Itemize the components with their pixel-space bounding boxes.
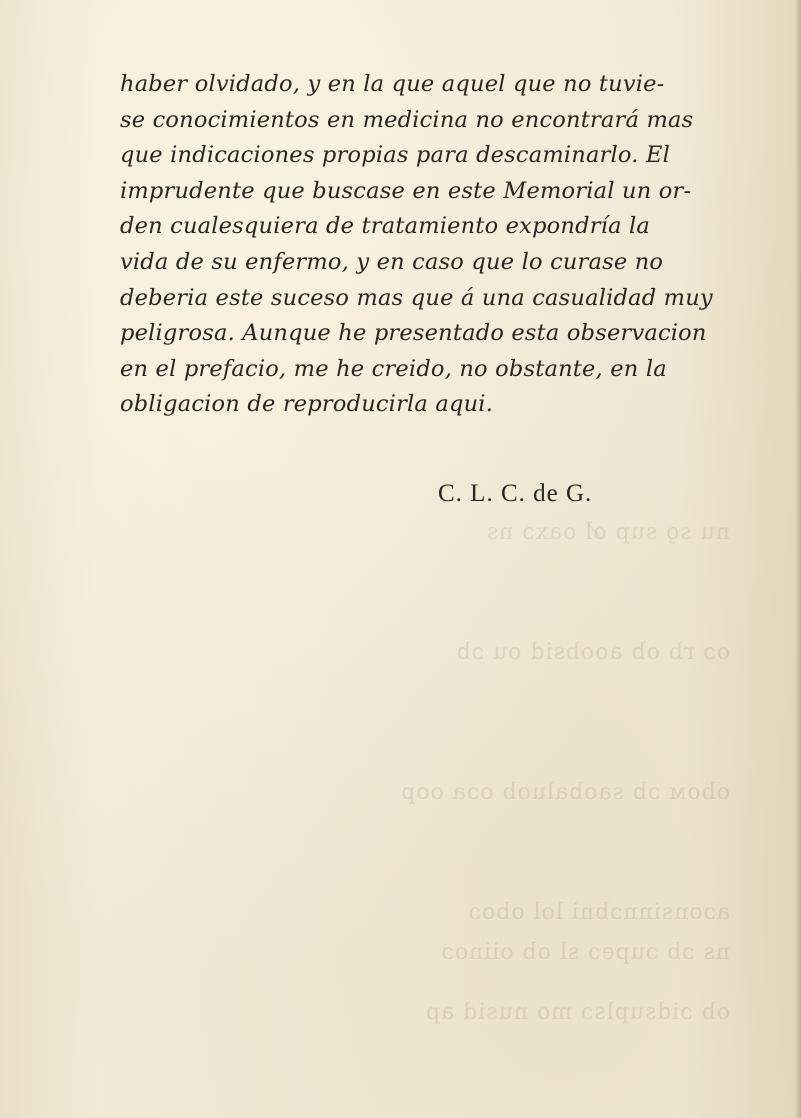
text-line: vida de su enfermo, y en caso que lo curase no [120, 248, 664, 275]
text-line: en el prefacio, me he creido, no obstante, en la [120, 355, 667, 382]
bleed-through-line: aɔonsinnɔbni lol oboɔ [467, 900, 730, 925]
bleed-through-line: ob ɔidsuplsɔ mo nusid ap [425, 1000, 730, 1025]
bleed-through-line: nu so̧ sup ol̸ oaxɔ ns [485, 520, 730, 545]
text-line: que indicaciones propias para descaminarlo. El [120, 142, 671, 169]
page-edge-shadow [795, 0, 801, 1118]
text-line: haber olvidado, y en la que aquel que no tuvie- [120, 71, 665, 97]
author-signature: C. L. C. de G. [438, 480, 593, 507]
text-line: imprudente que buscase en este Memorial un or- [120, 177, 692, 204]
bleed-through-line: oɔ rb ob aoobsid ou ɔb [455, 640, 730, 665]
bleed-through-line: ns ɔb ɔupeɔ sl ob oiinoɔ [440, 940, 730, 965]
bleed-through-line: oboм ɔb saobaluob oɔa oop [400, 780, 730, 805]
body-text [120, 67, 750, 423]
text-line: peligrosa. Aunque he presentado esta observacion [120, 320, 707, 347]
text-line: obligacion de reproducirla aqui. [120, 391, 494, 418]
text-line: se conocimientos en medicina no encontrará mas [120, 106, 694, 133]
text-line: deberia este suceso mas que á una casualidad muy [120, 284, 713, 311]
text-line: den cualesquiera de tratamiento expondría la [120, 213, 651, 240]
